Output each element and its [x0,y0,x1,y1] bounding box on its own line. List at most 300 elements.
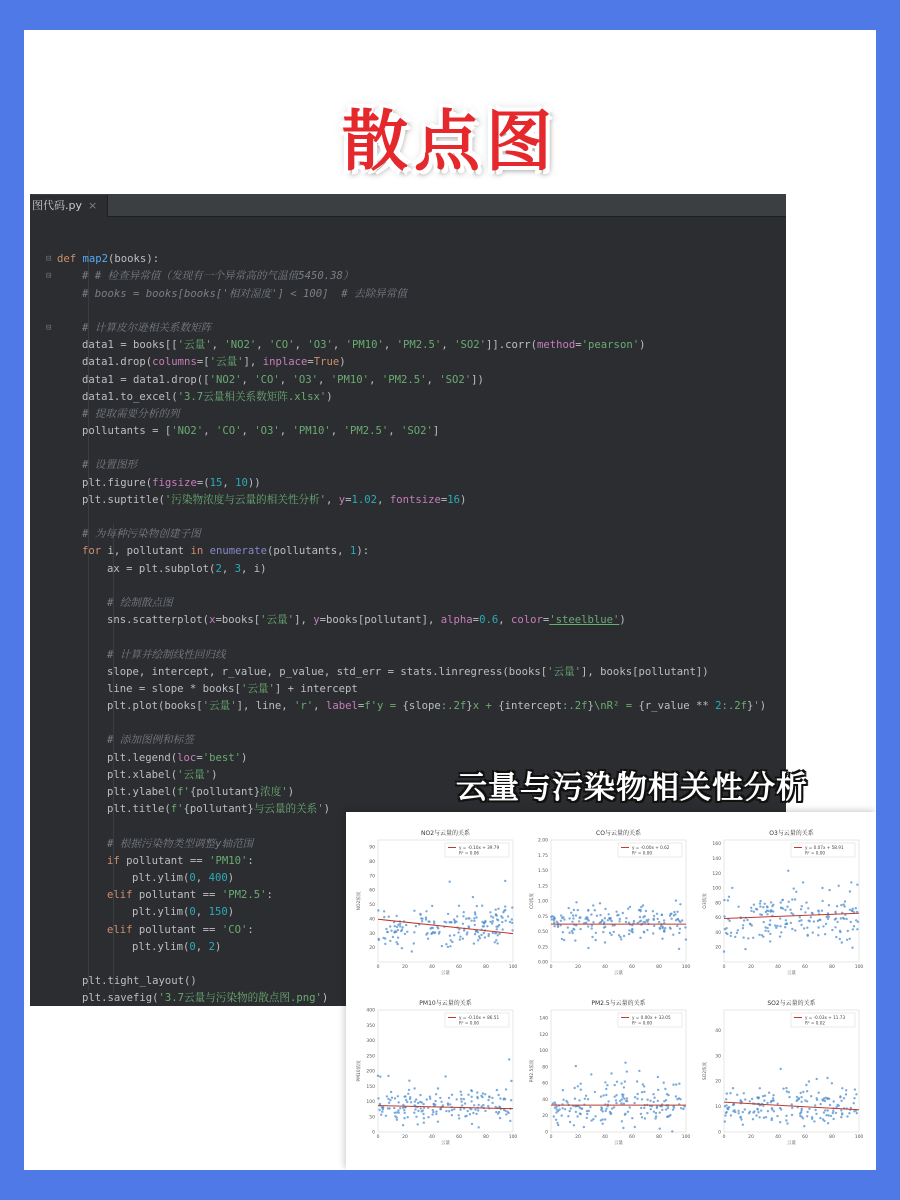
data-point [727,899,729,901]
data-point [798,1098,800,1100]
data-point [421,920,423,922]
code-text: plt.savefig('3.7云量与污染物的散点图.png') [82,992,329,1005]
data-point [610,934,612,936]
data-point [488,1096,490,1098]
data-point [653,1097,655,1099]
code-line [30,595,786,612]
data-point [608,913,610,915]
y-tick-label: 2.00 [537,838,548,844]
x-axis-label: 云量 [614,1141,623,1146]
y-tick-label: 1.50 [537,869,548,874]
code-text: # 根据污染物类型调整y轴范围 [107,837,254,850]
data-point [484,936,486,938]
data-point [567,1115,569,1117]
code-line [30,320,786,337]
x-tick-label: 100 [681,965,691,970]
y-tick-label: 0 [545,1130,548,1136]
data-point [757,1097,759,1099]
data-point [807,934,809,936]
y-tick-label: 120 [712,871,721,877]
data-point [607,1100,609,1102]
code-line [30,457,786,474]
data-point [724,1105,726,1107]
data-point [413,1087,415,1089]
data-point [644,915,646,917]
data-point [821,910,823,912]
data-point [489,911,491,913]
data-point [415,1098,417,1100]
data-point [396,941,398,943]
data-point [850,921,852,923]
data-point [585,1095,587,1097]
data-point [676,1098,678,1100]
data-point [623,1097,625,1099]
data-point [641,1098,643,1100]
y-tick-label: 60 [542,1081,548,1087]
data-point [751,1098,753,1100]
banner [24,88,876,183]
data-point [494,941,496,943]
data-point [591,924,593,926]
legend-r2: R² = 0.00 [459,1020,480,1026]
data-point [438,931,440,933]
data-point [579,928,581,930]
data-point [401,947,403,949]
data-point [584,1098,586,1100]
data-point [752,937,754,939]
fold-icon[interactable]: ⊟ [46,254,52,265]
data-point [397,1095,399,1097]
data-point [806,927,808,929]
data-point [663,1082,665,1084]
data-point [511,929,513,931]
data-point [616,1081,618,1083]
data-point [682,1108,684,1110]
y-axis-label: O3浓度 [703,893,708,909]
data-point [832,1118,834,1120]
x-tick-label: 100 [854,1135,864,1140]
fold-icon[interactable]: ⊟ [46,322,52,333]
data-point [766,1102,768,1104]
y-tick-label: 350 [366,1023,375,1029]
data-point [661,938,663,940]
subplot-title: NO2与云量的关系 [420,830,471,837]
data-point [742,1124,744,1126]
y-tick-label: 30 [715,1054,721,1060]
data-point [646,929,648,931]
data-point [793,887,795,889]
data-point [462,938,464,940]
code-line [30,629,786,646]
data-point [652,910,654,912]
data-point [623,1086,625,1088]
data-point [744,1098,746,1100]
data-point [413,1112,415,1114]
data-point [467,1094,469,1096]
data-point [620,1102,622,1104]
data-point [681,919,683,921]
data-point [856,928,858,930]
data-point [792,913,794,915]
data-point [835,917,837,919]
data-point [620,938,622,940]
data-point [505,1113,507,1115]
data-point [749,1100,751,1102]
data-point [592,904,594,906]
data-point [490,915,492,917]
data-point [732,1087,734,1089]
data-point [723,899,725,901]
y-tick-label: 100 [712,886,721,892]
data-point [427,938,429,940]
data-point [396,1119,398,1121]
x-tick-label: 60 [629,965,635,970]
data-point [577,909,579,911]
data-point [422,1103,424,1105]
data-point [625,1100,627,1102]
data-point [448,1110,450,1112]
data-point [477,1097,479,1099]
data-point [425,916,427,918]
data-point [458,905,460,907]
data-point [852,928,854,930]
data-point [575,914,577,916]
data-point [469,1113,471,1115]
x-tick-label: 80 [656,965,662,970]
code-text: plt.ylim(0, 2) [132,940,222,953]
data-point [451,1114,453,1116]
data-point [618,920,620,922]
data-point [461,1104,463,1106]
data-point [382,1108,384,1110]
data-point [568,907,570,909]
data-point [827,1122,829,1124]
data-point [579,916,581,918]
data-point [433,920,435,922]
x-tick-label: 60 [629,1135,635,1140]
code-text: plt.tight_layout() [82,975,197,988]
y-axis-label: PM2.5浓度 [530,1059,535,1083]
code-text: slope, intercept, r_value, p_value, std_err = stats.linregress(books['云量'], books[pollutant]) [107,665,709,678]
data-point [779,1121,781,1123]
data-point [448,1097,450,1099]
data-point [788,901,790,903]
data-point [487,1099,489,1101]
y-tick-label: 0 [718,1130,721,1136]
data-point [746,919,748,921]
data-point [408,1080,410,1082]
data-point [779,935,781,937]
data-point [404,1112,406,1114]
data-point [661,1109,663,1111]
data-point [604,1081,606,1083]
data-point [388,916,390,918]
data-point [821,887,823,889]
data-point [603,926,605,928]
data-point [445,1110,447,1112]
data-point [646,920,648,922]
data-point [749,923,751,925]
data-point [799,1115,801,1117]
data-point [624,1113,626,1115]
data-point [634,1126,636,1128]
data-point [413,942,415,944]
data-point [767,1110,769,1112]
data-point [657,1089,659,1091]
data-point [447,1104,449,1106]
data-point [451,1109,453,1111]
data-point [476,1091,478,1093]
close-icon[interactable]: × [88,199,98,212]
data-point [590,1073,592,1075]
data-point [667,1107,669,1109]
data-point [404,933,406,935]
data-point [622,1127,624,1129]
data-point [794,898,796,900]
data-point [494,1106,496,1108]
data-point [504,905,506,907]
x-tick-label: 60 [802,1135,808,1140]
data-point [752,1118,754,1120]
data-point [795,891,797,893]
data-point [611,920,613,922]
data-point [747,937,749,939]
regression-line [378,1106,513,1109]
data-point [564,1108,566,1110]
data-point [453,934,455,936]
data-point [669,927,671,929]
y-tick-label: 140 [712,856,721,862]
data-point [601,1118,603,1120]
data-point [780,931,782,933]
data-point [605,1110,607,1112]
data-point [805,901,807,903]
data-point [377,1097,379,1099]
data-point [736,932,738,934]
data-point [827,1097,829,1099]
data-point [397,1109,399,1111]
data-point [474,933,476,935]
data-point [849,890,851,892]
data-point [854,1088,856,1090]
data-point [631,1117,633,1119]
data-point [437,1121,439,1123]
data-point [475,930,477,932]
fold-icon[interactable]: ⊟ [46,271,52,282]
data-point [483,932,485,934]
data-point [570,912,572,914]
data-point [569,1110,571,1112]
x-tick-label: 20 [402,965,408,970]
data-point [836,921,838,923]
data-point [816,1078,818,1080]
file-tab[interactable] [30,195,108,217]
x-tick-label: 40 [775,1135,781,1140]
data-point [377,1075,379,1077]
data-point [489,921,491,923]
data-point [768,1092,770,1094]
data-point [619,918,621,920]
data-point [462,923,464,925]
data-point [383,910,385,912]
data-point [666,1116,668,1118]
data-point [657,1100,659,1102]
data-point [379,1076,381,1078]
code-line [30,303,786,320]
data-point [451,1094,453,1096]
data-point [554,1101,556,1103]
data-point [624,1062,626,1064]
data-point [625,921,627,923]
data-point [497,1113,499,1115]
legend-equation: y = -0.10x + 39.79 [459,845,500,850]
data-point [673,1106,675,1108]
data-point [473,917,475,919]
data-point [759,905,761,907]
data-point [425,933,427,935]
data-point [394,1097,396,1099]
plot-frame [724,1010,859,1132]
data-point [491,922,493,924]
data-point [419,1094,421,1096]
data-point [628,933,630,935]
data-point [844,900,846,902]
data-point [800,1092,802,1094]
data-point [782,1088,784,1090]
data-point [776,1115,778,1117]
data-point [473,1104,475,1106]
data-point [856,911,858,913]
data-point [641,1116,643,1118]
data-point [744,1108,746,1110]
data-point [742,924,744,926]
plot-frame [724,840,859,962]
data-point [378,939,380,941]
data-point [825,923,827,925]
data-point [725,932,727,934]
data-point [728,896,730,898]
y-tick-label: 100 [366,1100,375,1105]
data-point [759,1087,761,1089]
data-point [757,1108,759,1110]
data-point [557,1124,559,1126]
data-point [779,917,781,919]
data-point [579,1112,581,1114]
code-line [30,406,786,423]
x-tick-label: 0 [549,965,553,970]
data-point [429,1098,431,1100]
data-point [400,930,402,932]
data-point [800,908,802,910]
data-point [484,920,486,922]
data-point [825,1114,827,1116]
data-point [576,1115,578,1117]
data-point [435,1093,437,1095]
data-point [555,1119,557,1121]
x-tick-label: 40 [775,965,781,970]
data-point [387,1098,389,1100]
code-line [30,509,786,526]
code-line [30,234,786,251]
data-point [798,920,800,922]
data-point [624,1080,626,1082]
data-point [653,1111,655,1113]
data-point [494,932,496,934]
data-point [824,933,826,935]
data-point [470,920,472,922]
data-point [399,923,401,925]
y-tick-label: 60 [369,888,375,894]
data-point [830,1115,832,1117]
data-point [556,1108,558,1110]
data-point [848,1112,850,1114]
data-point [467,917,469,919]
data-point [653,925,655,927]
legend-r2: R² = 0.06 [459,850,480,856]
data-point [406,931,408,933]
data-point [764,903,766,905]
data-point [414,1108,416,1110]
code-text: plt.ylabel(f'{pollutant}浓度') [107,786,295,798]
data-point [790,922,792,924]
data-point [679,928,681,930]
y-tick-label: 120 [539,1032,548,1038]
data-point [629,906,631,908]
data-point [411,950,413,952]
data-point [656,1107,658,1109]
data-point [464,1115,466,1117]
x-tick-label: 100 [681,1135,691,1140]
y-tick-label: 160 [712,842,721,848]
data-point [835,1112,837,1114]
data-point [478,1104,480,1106]
code-text: def map2(books): [57,253,160,266]
data-point [821,1098,823,1100]
data-point [847,930,849,932]
data-point [828,889,830,891]
data-point [423,1122,425,1124]
data-point [750,907,752,909]
data-point [473,942,475,944]
data-point [568,917,570,919]
y-tick-label: 50 [369,1115,375,1121]
data-point [616,914,618,916]
data-point [492,920,494,922]
data-point [672,1084,674,1086]
data-point [414,1100,416,1102]
data-point [587,909,589,911]
data-point [480,934,482,936]
subplot-title: SO2与云量的关系 [767,1000,816,1007]
data-point [444,1075,446,1077]
data-point [784,909,786,911]
data-point [457,931,459,933]
data-point [474,924,476,926]
data-point [656,913,658,915]
data-point [835,1106,837,1108]
y-tick-label: 150 [366,1084,375,1090]
data-point [781,899,783,901]
data-point [498,924,500,926]
data-point [678,1083,680,1085]
data-point [842,917,844,919]
data-point [821,900,823,902]
data-point [639,910,641,912]
data-point [607,919,609,921]
data-point [619,936,621,938]
data-point [498,933,500,935]
y-tick-label: 400 [366,1008,375,1014]
